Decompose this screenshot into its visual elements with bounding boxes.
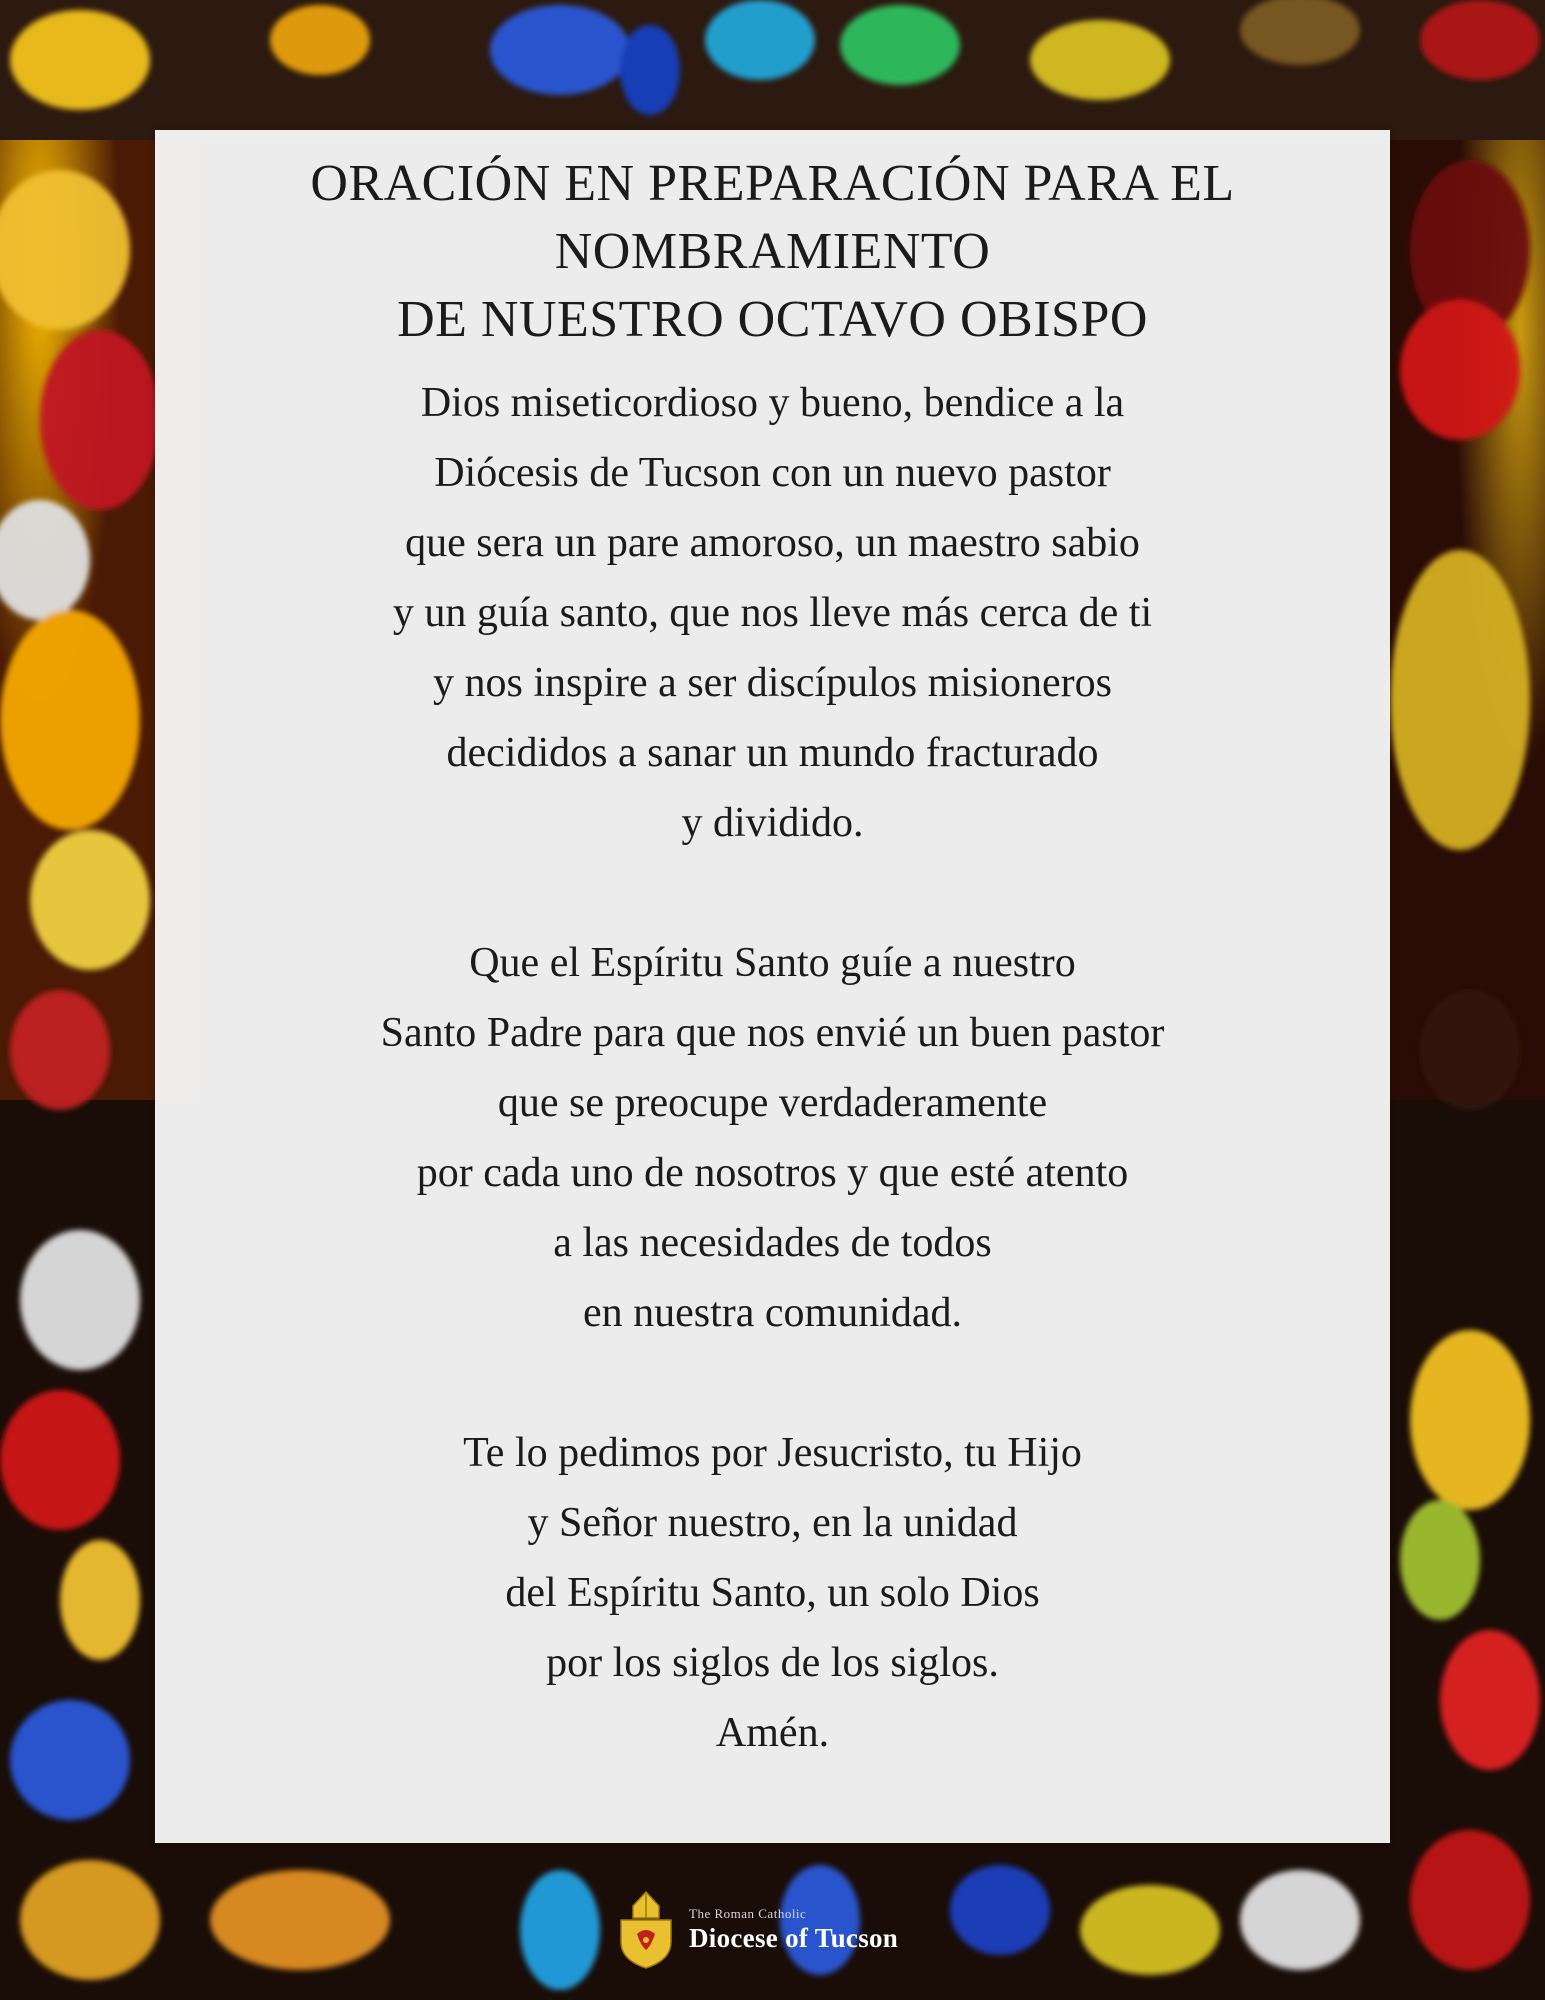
prayer-line: por cada uno de nosotros y que esté atento [416,1150,1129,1196]
prayer-title [195,150,1350,354]
prayer-line: y dividido. [681,800,864,846]
prayer-stanza-2 [155,928,1390,1348]
title-line: DE NUESTRO OCTAVO OBISPO [397,291,1148,348]
prayer-line: y Señor nuestro, en la unidad [527,1500,1018,1546]
prayer-line: del Espíritu Santo, un solo Dios [505,1570,1040,1616]
title-line: ORACIÓN EN PREPARACIÓN PARA EL [310,155,1235,212]
prayer-line: y nos inspire a ser discípulos misioneros [433,660,1112,706]
diocese-logo [615,1890,945,1970]
logo-name: Diocese of Tucson [689,1923,899,1953]
diocese-crest-icon [615,1890,677,1970]
prayer-line: por los siglos de los siglos. [546,1640,999,1686]
prayer-line: Diócesis de Tucson con un nuevo pastor [434,450,1111,496]
prayer-card [155,130,1390,1843]
prayer-line: decididos a sanar un mundo fracturado [446,730,1099,776]
prayer-stanza-3 [155,1418,1390,1768]
prayer-line: a las necesidades de todos [553,1220,992,1266]
prayer-line: Te lo pedimos por Jesucristo, tu Hijo [463,1430,1082,1476]
prayer-line: Amén. [715,1710,830,1756]
prayer-line: y un guía santo, que nos lleve más cerca de ti [392,590,1153,636]
prayer-line: Que el Espíritu Santo guíe a nuestro [469,940,1076,986]
title-line: NOMBRAMIENTO [554,223,991,280]
logo-subtitle: The Roman Catholic [689,1906,807,1921]
prayer-line: que sera un pare amoroso, un maestro sabio [405,520,1140,566]
prayer-line: Dios miseticordioso y bueno, bendice a la [420,380,1125,426]
prayer-stanza-1 [155,368,1390,858]
prayer-line: que se preocupe verdaderamente [497,1080,1048,1126]
prayer-line: en nuestra comunidad. [582,1290,963,1336]
prayer-line: Santo Padre para que nos envié un buen pastor [380,1010,1165,1056]
